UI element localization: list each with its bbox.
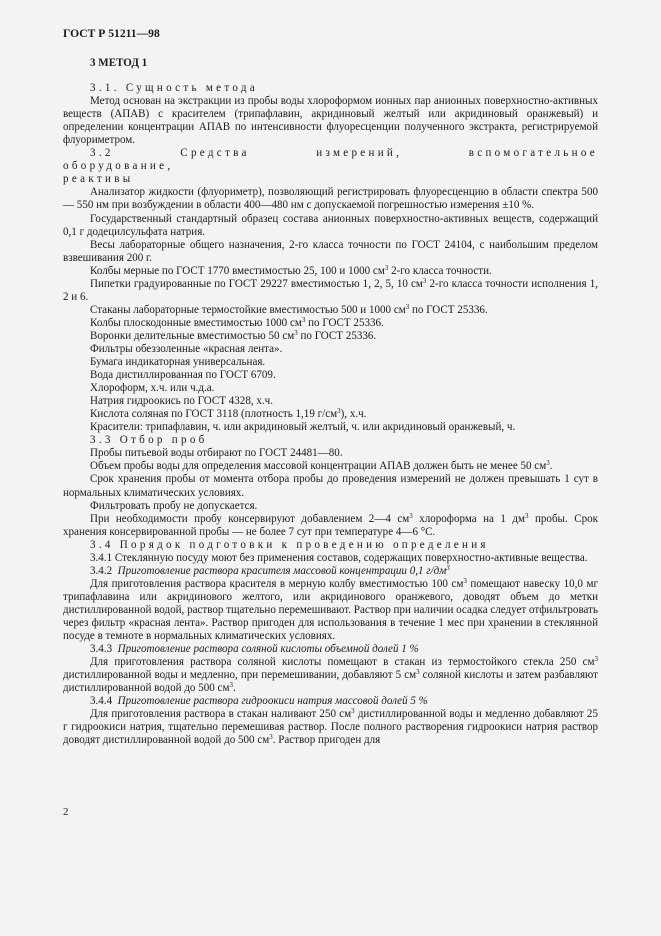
document-header: ГОСТ Р 51211—98: [63, 27, 160, 40]
heading-3-1: 3.1. Сущность метода: [90, 82, 258, 95]
item-water: Вода дистиллированная по ГОСТ 6709.: [90, 369, 276, 382]
paragraph-3-4-4: Для приготовления раствора в стакан наливают 250 $см^3$ дистиллированной воды и медленно добавляют 25 г гидроокиси натрия, тщательно перемешивая раствор. После полного растворения гидроокиси натрия раствор доводят дистиллированной водой до 500 $см^3$. Раствор пригоден для: [63, 707, 598, 747]
paragraph-3-4-2: Для приготовления раствора красителя в мерную колбу вместимостью 100 $см^3$ помещают навеску 10,0 мг трипафлавина или акридинового желтого, или акридинового оранжевого, доводят объем до метки дистиллированной водой, раствор тщательно перемешивают. Раствор при наличии осадка следует отфильтровать через фильтр «красная лента». Раствор пригоден для использования в течение 1 мес при хранении в стеклянной посуде в темноте в нормальных климатических условиях.: [63, 576, 598, 643]
heading-3-4-2: 3.4.2 Приготовление раствора красителя массовой концентрации 0,1 $г/дм^3$: [90, 563, 450, 577]
item-chloroform: Хлороформ, х.ч. или ч.д.а.: [90, 382, 215, 395]
section-title: 3 МЕТОД 1: [90, 57, 148, 69]
heading-3-4-4: 3.4.4 Приготовление раствора гидроокиси натрия массовой долей 5 %: [90, 695, 428, 708]
heading-3-3: 3.3 Отбор проб: [90, 434, 208, 447]
paragraph-sampling-4: Фильтровать пробу не допускается.: [90, 499, 258, 512]
item-pipettes: Пипетки градуированные по ГОСТ 29227 вместимостью 1, 2, 5, 10 $см^3$ 2-го класса точности исполнения 1, 2 и 6.: [63, 276, 598, 303]
heading-3-2-line2: реактивы: [63, 173, 134, 186]
item-filters: Фильтры обеззоленные «красная лента».: [90, 342, 283, 355]
paragraph-3-4-3: Для приготовления раствора соляной кислоты помещают в стакан из термостойкого стекла 250 $см^3$ дистиллированной воды и медленно, при перемешивании, добавляют 5 $см^3$ соляной кислоты и затем разбавляют дистиллированной водой до 500 $см^3$.: [63, 655, 598, 695]
heading-3-2-line1: 3.2 Средства измерений, вспомогательное оборудование,: [63, 147, 598, 173]
item-indicator-paper: Бумага индикаторная универсальная.: [90, 356, 266, 369]
heading-3-4: 3.4 Порядок подготовки к проведению определения: [90, 538, 489, 551]
paragraph-sampling-3: Срок хранения пробы от момента отбора пробы до проведения измерений не должен превышать 1 сут в нормальных климатических условиях.: [63, 473, 598, 499]
item-analyzer: Анализатор жидкости (флуориметр), позволяющий регистрировать флуоресценцию в области спектра 500 — 550 нм при возбуждении в области 400—480 нм с допускаемой погрешностью измерения ±10 %.: [63, 186, 598, 212]
paragraph-sampling-2: Объем пробы воды для определения массовой концентрации АПАВ должен быть не менее 50 $см^3$.: [90, 459, 553, 473]
item-sodium-hydroxide: Натрия гидроокись по ГОСТ 4328, х.ч.: [90, 395, 273, 408]
document-body: [63, 57, 598, 747]
item-standard-sample: Государственный стандартный образец состава анионных поверхностно-активных веществ, содержащий 0,1 г додецилсульфата натрия.: [63, 212, 598, 238]
item-scales: Весы лабораторные общего назначения, 2-го класса точности по ГОСТ 24104, с наибольшим пределом взвешивания 200 г.: [63, 238, 598, 264]
paragraph-3-1: Метод основан на экстракции из пробы воды хлороформом ионных пар анионных поверхностно-активных веществ (АПАВ) с красителем (трипафлавин, акридиновый желтый или акридиновый оранжевый) и определении концентрации АПАВ по интенсивности флуоресценции полученного экстракта, регистрируемой флуориметром.: [63, 95, 598, 147]
item-hydrochloric-acid: Кислота соляная по ГОСТ 3118 (плотность 1,19 $г/см^3$), х.ч.: [90, 407, 367, 421]
item-beakers: Стаканы лабораторные термостойкие вместимостью 500 и 1000 $см^3$ по ГОСТ 25336.: [90, 302, 488, 316]
heading-3-4-3: 3.4.3 Приготовление раствора соляной кислоты объемной долей 1 %: [90, 643, 419, 656]
paragraph-sampling-1: Пробы питьевой воды отбирают по ГОСТ 24481—80.: [90, 447, 343, 460]
paragraph-3-4-1: 3.4.1 Стеклянную посуду моют без применения составов, содержащих поверхностно-активные вещества.: [90, 551, 588, 564]
item-flat-flasks: Колбы плоскодонные вместимостью 1000 $см^3$ по ГОСТ 25336.: [90, 315, 384, 329]
item-funnels: Воронки делительные вместимостью 50 $см^3$ по ГОСТ 25336.: [90, 328, 377, 342]
item-flasks: Колбы мерные по ГОСТ 1770 вместимостью 25, 100 и 1000 $см^3$ 2-го класса точности.: [90, 263, 492, 277]
page-number: 2: [63, 806, 69, 818]
paragraph-sampling-5: При необходимости пробу консервируют добавлением 2—4 $см^3$ хлороформа на 1 $дм^3$ пробы. Срок хранения консервированной пробы — не более 7 сут при температуре 4—6 °С.: [63, 511, 598, 538]
item-dyes: Красители: трипафлавин, ч. или акридиновый желтый, ч. или акридиновый оранжевый, ч.: [90, 421, 516, 434]
